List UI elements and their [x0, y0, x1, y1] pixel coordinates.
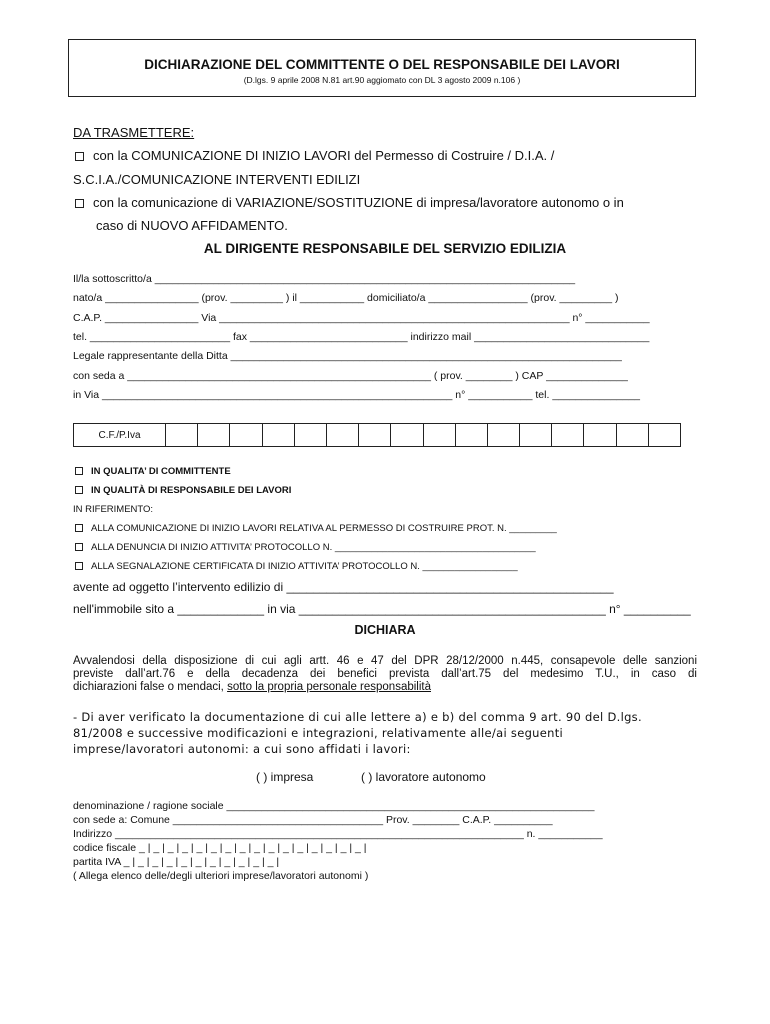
field-legale-rappresentante[interactable]: Legale rappresentante della Ditta ___________________________________________________________________: [73, 350, 622, 362]
document-subtitle: (D.lgs. 9 aprile 2008 N.81 art.90 aggiomato con DL 3 agosto 2009 n.106 ): [243, 75, 521, 85]
paragraph-line-2: previste dall’art.76 e della decadenza dei benefici prevista dall’art.75 del medesimo T.U., in caso di: [73, 668, 697, 680]
cf-cell[interactable]: [263, 424, 295, 446]
checkbox-icon[interactable]: [75, 152, 84, 161]
cf-cell[interactable]: [198, 424, 230, 446]
role-responsabile[interactable]: [75, 485, 291, 496]
paragraph-responsabilita: sotto la propria personale responsabilità: [227, 681, 431, 693]
checkbox-icon[interactable]: [75, 562, 83, 570]
document-title: DICHIARAZIONE DEL COMMITTENTE O DEL RESPONSABILE DEI LAVORI: [144, 57, 620, 72]
field-sede[interactable]: con seda a ____________________________________________________ ( prov. ________ ) CAP ______________: [73, 370, 628, 382]
checkbox-icon[interactable]: [75, 524, 83, 532]
verify-line-1: - Di aver verificato la documentazione di cui alle lettere a) e b) del comma 9 art. 90 del D.lgs.: [73, 710, 642, 724]
transmit-option-1-continued: S.C.I.A./COMUNICAZIONE INTERVENTI EDILIZI: [73, 172, 361, 187]
cf-cell[interactable]: [488, 424, 520, 446]
transmit-option-1[interactable]: [75, 148, 554, 163]
field-denominazione[interactable]: denominazione / ragione sociale _______________________________________________________________: [73, 800, 595, 812]
cf-cell[interactable]: [391, 424, 423, 446]
field-indirizzo-impresa[interactable]: Indirizzo ______________________________________________________________________ n. ___________: [73, 828, 603, 840]
addressee: AL DIRIGENTE RESPONSABILE DEL SERVIZIO EDILIZIA: [203, 241, 567, 256]
choice-lavoratore-autonomo[interactable]: ( ) lavoratore autonomo: [361, 770, 486, 784]
paragraph-line-3-start: dichiarazioni false o mendaci,: [73, 681, 224, 693]
header-box: [68, 39, 696, 97]
field-oggetto[interactable]: avente ad oggetto l’intervento edilizio di _________________________________________________: [73, 580, 614, 594]
role-committente[interactable]: [75, 466, 231, 477]
cf-label: C.F./P.Iva: [74, 424, 166, 446]
checkbox-icon[interactable]: [75, 486, 83, 494]
cf-cell[interactable]: [230, 424, 262, 446]
transmit-option-2-continued: caso di NUOVO AFFIDAMENTO.: [96, 218, 288, 233]
ref-denuncia-label: ALLA DENUNCIA DI INIZIO ATTIVITA’ PROTOCOLLO N. ______________________________________: [91, 542, 536, 553]
field-partita-iva[interactable]: partita IVA _ | _ | _ | _ | _ | _ | _ | _ | _ | _ | _ |: [73, 856, 280, 868]
field-indirizzo[interactable]: in Via ____________________________________________________________ n° ___________ tel. _______________: [73, 389, 640, 401]
field-contatti[interactable]: tel. ________________________ fax ___________________________ indirizzo mail ______________________________: [73, 331, 650, 343]
option-2-text: con la comunicazione di VARIAZIONE/SOSTITUZIONE di impresa/lavoratore autonomo o in: [93, 195, 624, 210]
cf-cell[interactable]: [327, 424, 359, 446]
field-immobile[interactable]: nell'immobile sito a _____________ in via ______________________________________________ n° __________: [73, 602, 691, 616]
checkbox-icon[interactable]: [75, 199, 84, 208]
ref-segnalazione[interactable]: [75, 561, 518, 572]
field-sede-comune[interactable]: con sede a: Comune ____________________________________ Prov. ________ C.A.P. __________: [73, 814, 553, 826]
option-1-text: con la COMUNICAZIONE DI INIZIO LAVORI del Permesso di Costruire / D.I.A. /: [93, 148, 555, 163]
cf-cell[interactable]: [456, 424, 488, 446]
transmit-option-2[interactable]: [75, 195, 624, 210]
cf-cell[interactable]: [359, 424, 391, 446]
cf-piva-grid[interactable]: [73, 423, 681, 447]
riferimento-heading: IN RIFERIMENTO:: [73, 504, 154, 515]
allega-elenco-note: ( Allega elenco delle/degli ulteriori imprese/lavoratori autonomi ): [73, 870, 369, 882]
cf-cell[interactable]: [166, 424, 198, 446]
transmit-heading: DA TRASMETTERE:: [73, 125, 195, 140]
choice-impresa[interactable]: ( ) impresa: [256, 770, 314, 784]
paragraph-line-3: [73, 681, 697, 694]
ref-denuncia[interactable]: [75, 542, 536, 553]
field-codice-fiscale[interactable]: codice fiscale _ | _ | _ | _ | _ | _ | _ | _ | _ | _ | _ | _ | _ | _ | _ | _ |: [73, 842, 367, 854]
field-sottoscritto[interactable]: Il/la sottoscritto/a ________________________________________________________________________: [73, 273, 576, 285]
ref-comunicazione[interactable]: [75, 523, 557, 534]
cf-cell[interactable]: [617, 424, 649, 446]
cf-cell[interactable]: [295, 424, 327, 446]
checkbox-icon[interactable]: [75, 543, 83, 551]
dichiara-heading: DICHIARA: [354, 623, 416, 637]
role-responsabile-label: IN QUALITÀ DI RESPONSABILE DEI LAVORI: [91, 485, 292, 496]
verify-line-3: imprese/lavoratori autonomi: a cui sono affidati i lavori:: [73, 742, 411, 756]
cf-cell[interactable]: [584, 424, 616, 446]
ref-comunicazione-label: ALLA COMUNICAZIONE DI INIZIO LAVORI RELATIVA AL PERMESSO DI COSTRUIRE PROT. N. _________: [91, 523, 557, 534]
verify-line-2: 81/2008 e successive modificazioni e integrazioni, relativamente alle/ai seguenti: [73, 726, 564, 740]
checkbox-icon[interactable]: [75, 467, 83, 475]
cf-cell[interactable]: [649, 424, 680, 446]
field-cap-via[interactable]: C.A.P. ________________ Via ____________________________________________________________ n° ___________: [73, 312, 650, 324]
field-nascita[interactable]: nato/a ________________ (prov. _________ ) il ___________ domiciliato/a _________________ (prov. _________ ): [73, 292, 619, 304]
cf-cell[interactable]: [424, 424, 456, 446]
cf-cell[interactable]: [520, 424, 552, 446]
ref-segnalazione-label: ALLA SEGNALAZIONE CERTIFICATA DI INIZIO ATTIVITA’ PROTOCOLLO N. __________________: [91, 561, 518, 572]
paragraph-line-1: Avvalendosi della disposizione di cui agli artt. 46 e 47 del DPR 28/12/2000 n.445, consapevole delle sanzioni: [73, 655, 697, 667]
cf-cell[interactable]: [552, 424, 584, 446]
role-committente-label: IN QUALITA’ DI COMMITTENTE: [91, 466, 231, 477]
